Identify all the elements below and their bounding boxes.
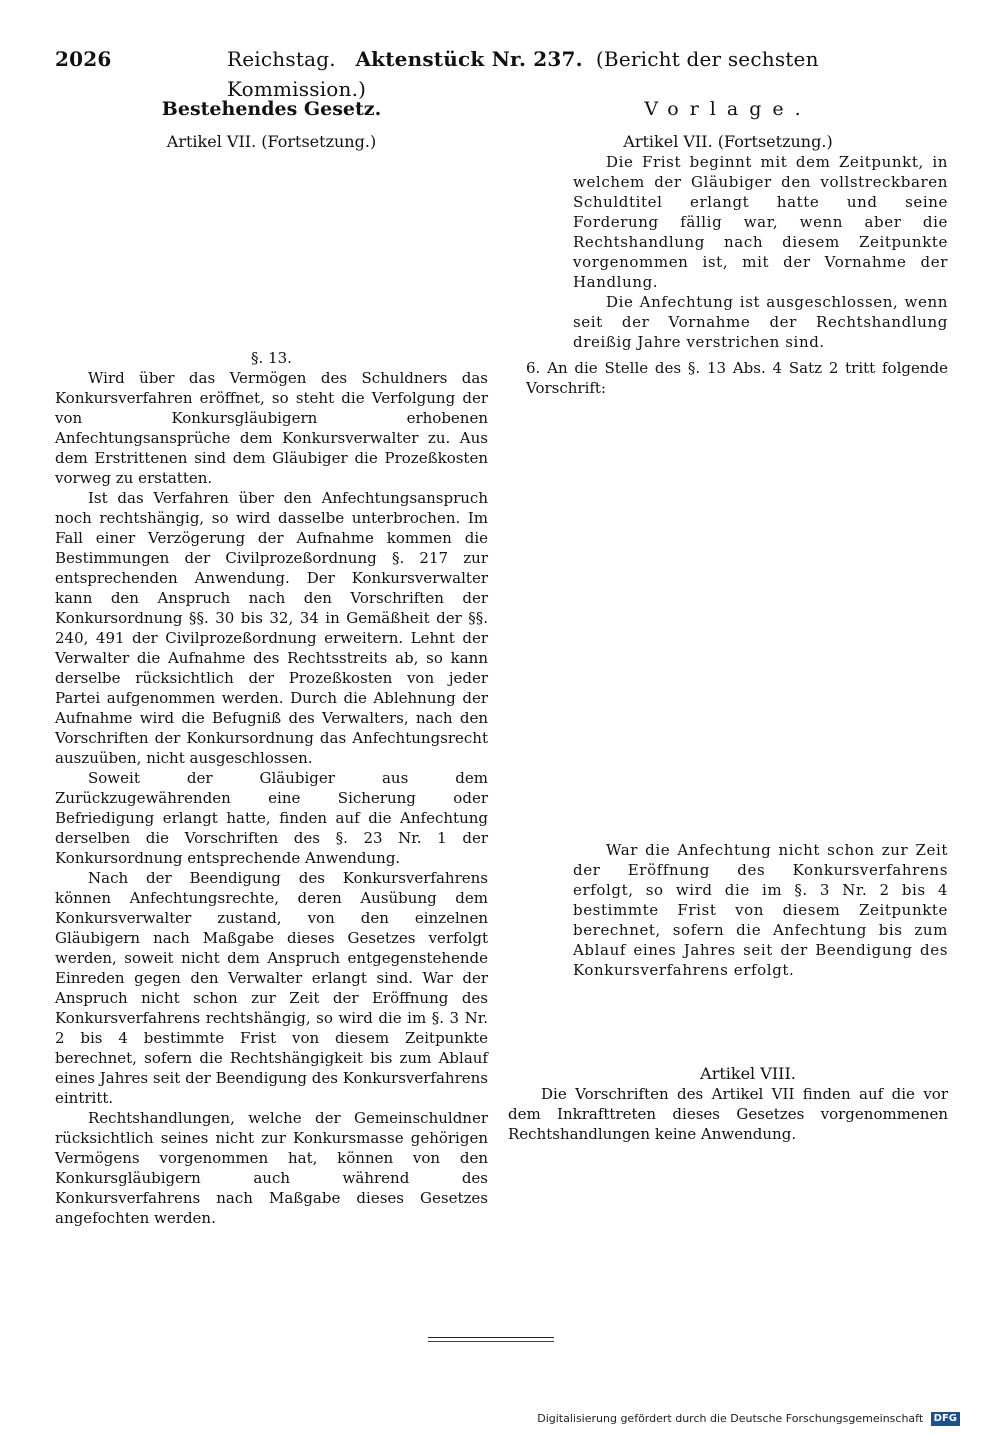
credit-text: Digitalisierung gefördert durch die Deutsche Forschungsgemeinschaft: [537, 1412, 924, 1425]
running-title: [227, 44, 940, 104]
left-heading: Bestehendes Gesetz.: [161, 98, 382, 120]
left-paragraph-4: Nach der Beendigung des Konkursverfahrens können Anfechtungsrechte, deren Ausübung dem Konkursverwalter zustand, von den einzelnen Gläubigern nach Maßgabe dieses Gesetzes verfolgt werden, soweit nicht dem Anspruch entgegenstehende Einreden gegen den Verwalter erlangt sind. War der Anspruch nicht schon zur Zeit der Eröffnung des Konkursverfahrens rechtshängig, so wird die im §. 3 Nr. 2 bis 4 bestimmte Frist von diesem Zeitpunkte berechnet, sofern die Rechtshängigkeit bis zum Ablauf eines Jahres seit der Beendigung des Konkursverfahrens eintritt.: [55, 869, 488, 1107]
left-article-heading: Artikel VII. (Fortsetzung.): [166, 132, 377, 151]
left-paragraph-1: Wird über das Vermögen des Schuldners das Konkursverfahren eröffnet, so steht die Verfolgung der von Konkursgläubigern erhobenen Anfechtungsansprüche dem Konkursverwalter zu. Aus dem Erstrittenen sind dem Gläubiger die Prozeßkosten vorweg zu erstatten.: [55, 369, 488, 487]
replacement-text: War die Anfechtung nicht schon zur Zeit der Eröffnung des Konkursverfahrens erfolgt, so wird die im §. 3 Nr. 2 bis 4 bestimmte Frist von diesem Zeitpunkte berechnet, sofern die Anfechtung bis zum Ablauf eines Jahres seit der Beendigung des Konkursverfahrens erfolgt.: [573, 841, 948, 979]
left-paragraph-5: Rechtshandlungen, welche der Gemeinschuldner rücksichtlich seines nicht zur Konkursmasse gehörigen Vermögens vorgenommen hat, können von den Konkursgläubigern auch während des Konkursverfahrens nach Maßgabe dieses Gesetzes angefochten werden.: [55, 1109, 488, 1227]
right-paragraph-2: Die Anfechtung ist ausgeschlossen, wenn seit der Vornahme der Rechtshandlung dreißig Jahre verstrichen sind.: [573, 293, 948, 351]
section-13-heading: §. 13.: [251, 349, 292, 367]
item-6: 6. An die Stelle des §. 13 Abs. 4 Satz 2 tritt folgende Vorschrift:: [526, 359, 948, 397]
page-number: 2026: [55, 47, 112, 71]
article-8-heading: Artikel VIII.: [700, 1064, 796, 1083]
right-heading: Vorlage.: [644, 98, 812, 120]
right-article-heading: Artikel VII. (Fortsetzung.): [623, 132, 833, 151]
right-paragraph-1: Die Frist beginnt mit dem Zeitpunkt, in welchem der Gläubiger den vollstreckbaren Schuldtitel erlangt hatte und seine Forderung fällig war, wenn aber die Rechtshandlung nach diesem Zeitpunkte vorgenommen ist, mit der Vornahme der Handlung.: [573, 153, 948, 291]
footer-rule-secondary: [428, 1341, 554, 1342]
title-prefix: Reichstag.: [227, 47, 336, 71]
left-paragraph-2: Ist das Verfahren über den Anfechtungsanspruch noch rechtshängig, so wird dasselbe unterbrochen. Im Fall einer Verzögerung der Aufnahme kommen die Bestimmungen der Civilprozeßordnung §. 217 zur entsprechenden Anwendung. Der Konkursverwalter kann den Anspruch nach den Vorschriften der Konkursordnung §§. 30 bis 32, 34 in Gemäßheit der §§. 240, 491 der Civilprozeßordnung erweitern. Lehnt der Verwalter die Aufnahme des Rechtsstreits ab, so kann derselbe rücksichtlich der Prozeßkosten von jeder Partei aufgenommen werden. Durch die Ablehnung der Aufnahme wird die Befugniß des Verwalters, nach den Vorschriften der Konkursordnung das Anfechtungsrecht auszuüben, nicht ausgeschlossen.: [55, 489, 488, 767]
right-column-proposal: [508, 96, 948, 1144]
left-column-existing-law: [55, 96, 488, 1228]
digitization-credit: [537, 1410, 960, 1428]
dfg-logo: DFG: [931, 1412, 960, 1426]
page-header: [55, 44, 940, 101]
title-suffix: (Bericht der sechsten Kommission.): [227, 47, 819, 101]
article-8-text: Die Vorschriften des Artikel VII finden auf die vor dem Inkrafttreten dieses Gesetzes vorgenommenen Rechtshandlungen keine Anwendung.: [508, 1085, 948, 1143]
left-paragraph-3: Soweit der Gläubiger aus dem Zurückzugewährenden eine Sicherung oder Befriedigung erlangt hatte, finden auf die Anfechtung derselben die Vorschriften des §. 23 Nr. 1 der Konkursordnung entsprechende Anwendung.: [55, 769, 488, 867]
title-main: Aktenstück Nr. 237.: [355, 47, 583, 71]
footer-rule: [428, 1337, 554, 1338]
